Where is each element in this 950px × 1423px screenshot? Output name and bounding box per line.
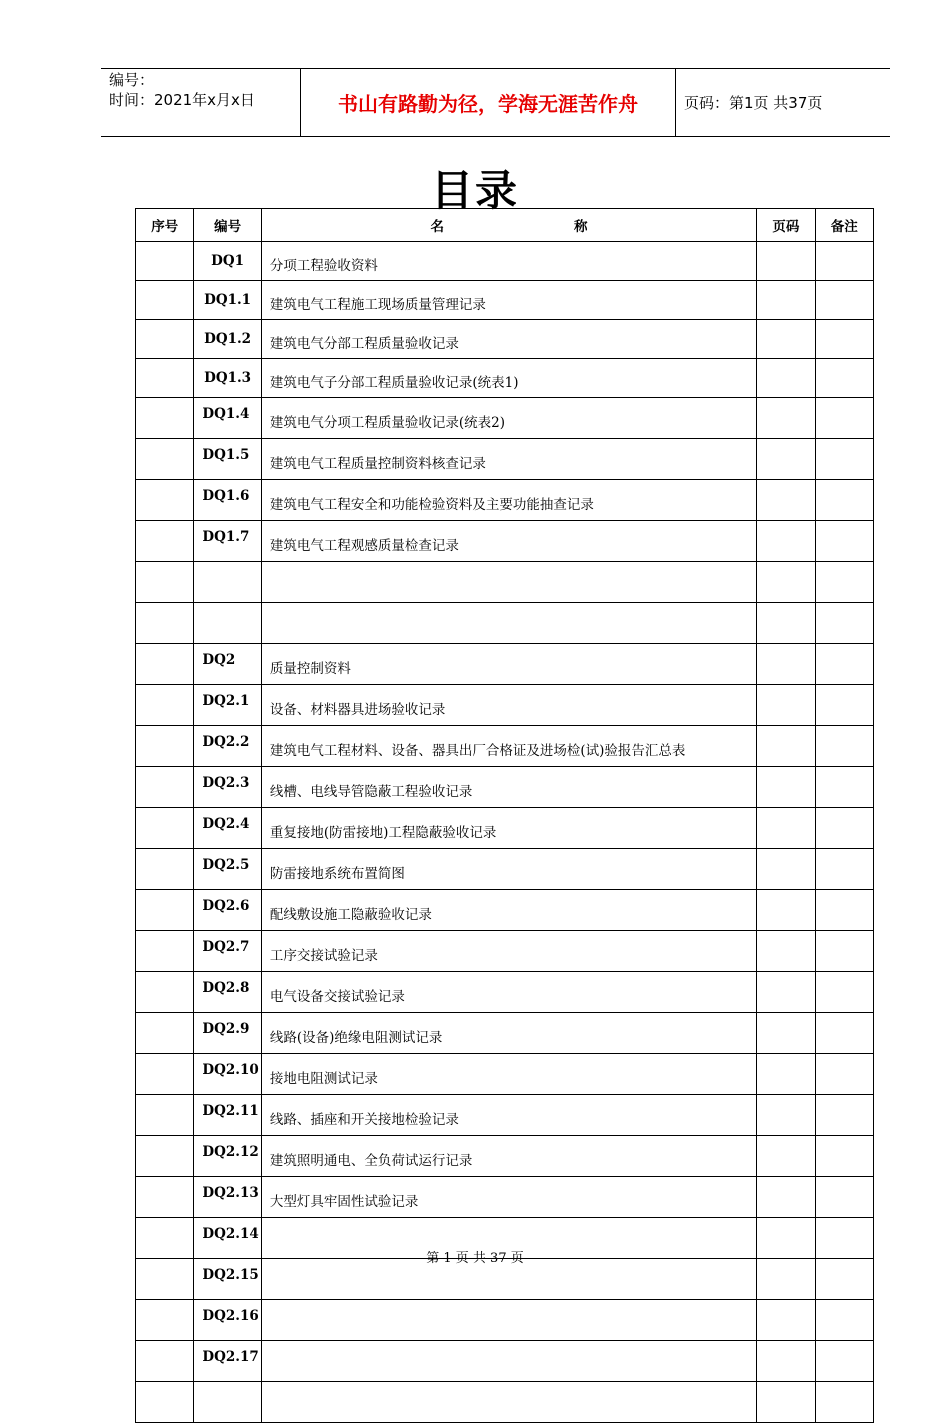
- page-cell: [757, 242, 815, 281]
- code-cell: DQ2.14: [194, 1218, 261, 1259]
- seq-cell: [136, 808, 194, 849]
- name-cell: 重复接地(防雷接地)工程隐蔽验收记录: [261, 808, 756, 849]
- table-row: [136, 644, 874, 685]
- motto: 书山有路勤为径，学海无涯苦作舟: [301, 69, 676, 136]
- name-cell: 接地电阻测试记录: [261, 1054, 756, 1095]
- seq-cell: [136, 1054, 194, 1095]
- seq-cell: [136, 480, 194, 521]
- code-cell: DQ1.2: [194, 320, 261, 359]
- table-row: [136, 931, 874, 972]
- header-name-1: 名: [430, 219, 445, 235]
- remark-cell: [815, 972, 873, 1013]
- seq-cell: [136, 726, 194, 767]
- remark-cell: [815, 398, 873, 439]
- seq-cell: [136, 1177, 194, 1218]
- name-cell: [261, 603, 756, 644]
- header-page: 页码: [757, 209, 815, 242]
- document-header: [101, 68, 890, 137]
- toc-table: [135, 208, 874, 1423]
- page-cell: [757, 890, 815, 931]
- seq-cell: [136, 521, 194, 562]
- page-cell: [757, 644, 815, 685]
- name-cell: 建筑电气工程材料、设备、器具出厂合格证及进场检(试)验报告汇总表: [261, 726, 756, 767]
- remark-cell: [815, 890, 873, 931]
- seq-cell: [136, 849, 194, 890]
- header-name: [261, 209, 756, 242]
- seq-cell: [136, 242, 194, 281]
- remark-cell: [815, 726, 873, 767]
- table-row: [136, 562, 874, 603]
- name-cell: 建筑电气工程质量控制资料核查记录: [261, 439, 756, 480]
- seq-cell: [136, 603, 194, 644]
- page-cell: [757, 1095, 815, 1136]
- name-cell: 建筑电气工程安全和功能检验资料及主要功能抽查记录: [261, 480, 756, 521]
- page-title: 目录: [430, 166, 519, 215]
- header-meta: [101, 69, 301, 136]
- table-row: [136, 242, 874, 281]
- table-row: [136, 1177, 874, 1218]
- table-row: [136, 521, 874, 562]
- seq-cell: [136, 359, 194, 398]
- remark-cell: [815, 1013, 873, 1054]
- page-cell: [757, 1013, 815, 1054]
- remark-cell: [815, 1095, 873, 1136]
- seq-cell: [136, 1013, 194, 1054]
- page-cell: [757, 562, 815, 603]
- code-cell: DQ2.1: [194, 685, 261, 726]
- page-cell: [757, 439, 815, 480]
- code-cell: DQ1.5: [194, 439, 261, 480]
- name-cell: 分项工程验收资料: [261, 242, 756, 281]
- table-row: [136, 398, 874, 439]
- seq-cell: [136, 1341, 194, 1382]
- name-cell: 建筑电气分部工程质量验收记录: [261, 320, 756, 359]
- page-cell: [757, 1341, 815, 1382]
- page-cell: [757, 1177, 815, 1218]
- name-cell: 建筑电气工程观感质量检查记录: [261, 521, 756, 562]
- code-cell: DQ1.1: [194, 281, 261, 320]
- page-cell: [757, 931, 815, 972]
- table-row: [136, 1054, 874, 1095]
- header-remark: 备注: [815, 209, 873, 242]
- page-cell: [757, 1382, 815, 1423]
- remark-cell: [815, 359, 873, 398]
- code-cell: DQ1.7: [194, 521, 261, 562]
- table-row: [136, 1136, 874, 1177]
- table-row: [136, 1341, 874, 1382]
- seq-cell: [136, 320, 194, 359]
- code-cell: DQ1.4: [194, 398, 261, 439]
- remark-cell: [815, 1054, 873, 1095]
- table-row: [136, 767, 874, 808]
- remark-cell: [815, 1136, 873, 1177]
- name-cell: 质量控制资料: [261, 644, 756, 685]
- header-code: 编号: [194, 209, 261, 242]
- code-cell: DQ2.2: [194, 726, 261, 767]
- table-row: [136, 1382, 874, 1423]
- table-row: [136, 972, 874, 1013]
- page-cell: [757, 281, 815, 320]
- seq-cell: [136, 1136, 194, 1177]
- remark-cell: [815, 603, 873, 644]
- table-row: [136, 359, 874, 398]
- remark-cell: [815, 521, 873, 562]
- page-cell: [757, 849, 815, 890]
- code-cell: DQ2.11: [194, 1095, 261, 1136]
- name-cell: 线路(设备)绝缘电阻测试记录: [261, 1013, 756, 1054]
- table-row: [136, 808, 874, 849]
- page-cell: [757, 767, 815, 808]
- code-cell: [194, 562, 261, 603]
- seq-cell: [136, 562, 194, 603]
- seq-cell: [136, 890, 194, 931]
- page-cell: [757, 359, 815, 398]
- code-cell: DQ2.8: [194, 972, 261, 1013]
- toc-body: [136, 242, 874, 1423]
- name-cell: [261, 1382, 756, 1423]
- header-name-2: 称: [574, 219, 588, 235]
- name-cell: 建筑电气分项工程质量验收记录(统表2): [261, 398, 756, 439]
- seq-cell: [136, 398, 194, 439]
- code-cell: DQ1: [194, 242, 261, 281]
- time-label: 时间：2021年x月x日: [109, 91, 255, 109]
- name-cell: 大型灯具牢固性试验记录: [261, 1177, 756, 1218]
- name-cell: 线槽、电线导管隐蔽工程验收记录: [261, 767, 756, 808]
- page-cell: [757, 726, 815, 767]
- remark-cell: [815, 1341, 873, 1382]
- name-cell: 建筑电气子分部工程质量验收记录(统表1): [261, 359, 756, 398]
- seq-cell: [136, 685, 194, 726]
- header-seq: 序号: [136, 209, 194, 242]
- page-cell: [757, 685, 815, 726]
- remark-cell: [815, 1300, 873, 1341]
- remark-cell: [815, 242, 873, 281]
- remark-cell: [815, 685, 873, 726]
- table-row: [136, 603, 874, 644]
- table-row: [136, 320, 874, 359]
- table-row: [136, 1095, 874, 1136]
- table-header-row: [136, 209, 874, 242]
- seq-cell: [136, 931, 194, 972]
- remark-cell: [815, 1382, 873, 1423]
- page-cell: [757, 1136, 815, 1177]
- table-row: [136, 1300, 874, 1341]
- page-footer: 第 1 页 共 37 页: [426, 1251, 524, 1266]
- table-row: [136, 1013, 874, 1054]
- page-cell: [757, 521, 815, 562]
- name-cell: [261, 562, 756, 603]
- number-label: 编号：: [109, 71, 155, 89]
- remark-cell: [815, 931, 873, 972]
- name-cell: 配线敷设施工隐蔽验收记录: [261, 890, 756, 931]
- code-cell: DQ2.13: [194, 1177, 261, 1218]
- code-cell: DQ2.12: [194, 1136, 261, 1177]
- seq-cell: [136, 1095, 194, 1136]
- code-cell: DQ1.3: [194, 359, 261, 398]
- seq-cell: [136, 972, 194, 1013]
- code-cell: DQ2.10: [194, 1054, 261, 1095]
- name-cell: 工序交接试验记录: [261, 931, 756, 972]
- name-cell: 设备、材料器具进场验收记录: [261, 685, 756, 726]
- remark-cell: [815, 480, 873, 521]
- name-cell: 线路、插座和开关接地检验记录: [261, 1095, 756, 1136]
- code-cell: DQ2: [194, 644, 261, 685]
- table-row: [136, 685, 874, 726]
- page-cell: [757, 603, 815, 644]
- code-cell: DQ2.4: [194, 808, 261, 849]
- code-cell: DQ2.3: [194, 767, 261, 808]
- name-cell: [261, 1341, 756, 1382]
- remark-cell: [815, 849, 873, 890]
- remark-cell: [815, 281, 873, 320]
- code-cell: DQ2.9: [194, 1013, 261, 1054]
- seq-cell: [136, 281, 194, 320]
- page-cell: [757, 972, 815, 1013]
- code-cell: DQ1.6: [194, 480, 261, 521]
- table-row: [136, 480, 874, 521]
- seq-cell: [136, 644, 194, 685]
- page-cell: [757, 320, 815, 359]
- remark-cell: [815, 767, 873, 808]
- table-row: [136, 726, 874, 767]
- remark-cell: [815, 439, 873, 480]
- page-cell: [757, 808, 815, 849]
- seq-cell: [136, 1300, 194, 1341]
- code-cell: DQ2.7: [194, 931, 261, 972]
- page-cell: [757, 398, 815, 439]
- code-cell: [194, 1382, 261, 1423]
- remark-cell: [815, 1177, 873, 1218]
- name-cell: 电气设备交接试验记录: [261, 972, 756, 1013]
- code-cell: [194, 603, 261, 644]
- name-cell: [261, 1300, 756, 1341]
- table-row: [136, 849, 874, 890]
- table-row: [136, 281, 874, 320]
- seq-cell: [136, 439, 194, 480]
- page-cell: [757, 480, 815, 521]
- page-info: 页码：第1页 共37页: [684, 94, 823, 112]
- code-cell: DQ2.16: [194, 1300, 261, 1341]
- code-cell: DQ2.5: [194, 849, 261, 890]
- remark-cell: [815, 644, 873, 685]
- code-cell: DQ2.17: [194, 1341, 261, 1382]
- page-cell: [757, 1300, 815, 1341]
- name-cell: 建筑电气工程施工现场质量管理记录: [261, 281, 756, 320]
- table-row: [136, 890, 874, 931]
- remark-cell: [815, 808, 873, 849]
- remark-cell: [815, 320, 873, 359]
- remark-cell: [815, 562, 873, 603]
- code-cell: DQ2.6: [194, 890, 261, 931]
- seq-cell: [136, 767, 194, 808]
- table-row: [136, 439, 874, 480]
- name-cell: 防雷接地系统布置简图: [261, 849, 756, 890]
- name-cell: 建筑照明通电、全负荷试运行记录: [261, 1136, 756, 1177]
- code-cell: DQ2.15: [194, 1259, 261, 1300]
- page-cell: [757, 1054, 815, 1095]
- seq-cell: [136, 1382, 194, 1423]
